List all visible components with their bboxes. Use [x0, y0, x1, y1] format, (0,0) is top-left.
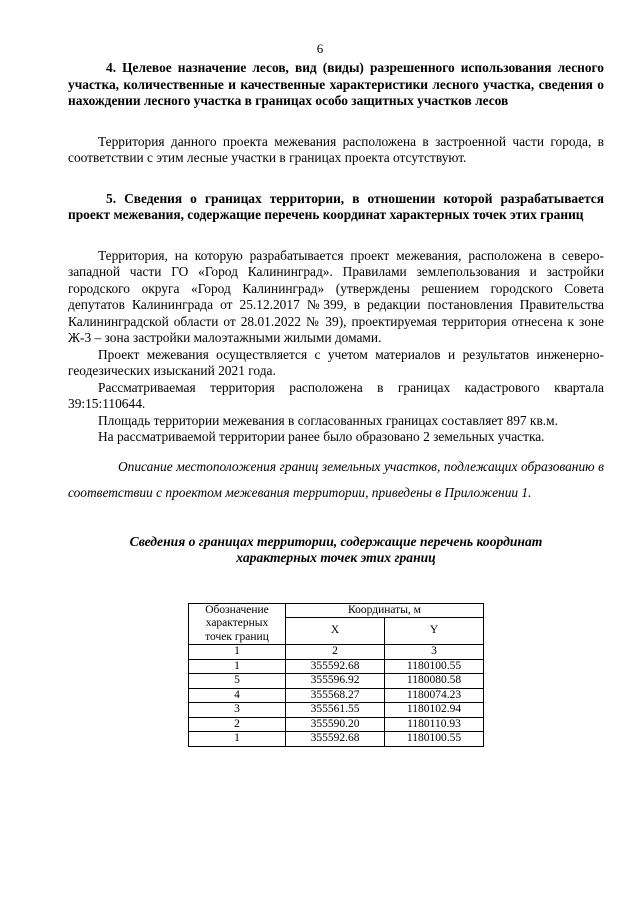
- table-cell: 355568.27: [286, 688, 385, 703]
- table-cell: 1: [189, 732, 286, 747]
- table-row: [189, 688, 484, 703]
- section-5-paragraph: Рассматриваемая территория расположена в границах кадастрового квартала 39:15:110644.: [68, 379, 604, 411]
- table-row: [189, 659, 484, 674]
- table-header-x: X: [286, 618, 385, 645]
- table-cell: 1180110.93: [385, 717, 484, 732]
- table-cell: 1180074.23: [385, 688, 484, 703]
- section-5-paragraph: Проект межевания осуществляется с учетом материалов и результатов инженерно-геодезических изысканий 2021 года.: [68, 346, 604, 378]
- table-header-coords: Координаты, м: [286, 603, 484, 618]
- table-cell: 3: [385, 645, 484, 660]
- section-5-heading: 5. Сведения о границах территории, в отношении которой разрабатывается проект межевания, содержащие перечень координат характерных точек этих границ: [68, 190, 604, 222]
- table-cell: 1180100.55: [385, 659, 484, 674]
- table-cell: 355592.68: [286, 659, 385, 674]
- table-cell: 355592.68: [286, 732, 385, 747]
- table-row: [189, 732, 484, 747]
- table-cell: 5: [189, 674, 286, 689]
- table-cell: 4: [189, 688, 286, 703]
- table-cell: 1: [189, 659, 286, 674]
- section-4-heading: 4. Целевое назначение лесов, вид (виды) разрешенного использования лесного участка, количественные и качественные характеристики лесного участка, сведения о нахождении лесного участка в границах особо защитных участков лесов: [68, 60, 604, 108]
- table-cell: 2: [286, 645, 385, 660]
- coordinates-table: [188, 603, 484, 747]
- table-cell: 3: [189, 703, 286, 718]
- page-content: [68, 60, 604, 747]
- table-cell: 355596.92: [286, 674, 385, 689]
- table-row: [189, 703, 484, 718]
- table-row: [189, 674, 484, 689]
- section-5-paragraph: Площадь территории межевания в согласованных границах составляет 897 кв.м.: [98, 412, 558, 428]
- annex-reference-note: Описание местоположения границ земельных участков, подлежащих образованию в соответствии с проектом межевания территории, приведены в Приложении 1.: [68, 458, 604, 500]
- table-header-point: Обозначение характерных точек границ: [189, 603, 286, 645]
- section-4-text: Территория данного проекта межевания расположена в застроенной части города, в соответствии с этим лесные участки в границах проекта отсутствуют.: [68, 133, 604, 165]
- table-cell: 1180080.58: [385, 674, 484, 689]
- section-5-paragraph: На рассматриваемой территории ранее было образовано 2 земельных участка.: [98, 429, 545, 444]
- page-number: 6: [316, 41, 324, 56]
- table-cell: 1: [189, 645, 286, 660]
- table-title: [68, 534, 604, 567]
- table-title-line: характерных точек этих границ: [236, 550, 436, 565]
- table-row: [189, 717, 484, 732]
- table-index-row: [189, 645, 484, 660]
- table-cell: 1180100.55: [385, 732, 484, 747]
- table-cell: 1180102.94: [385, 703, 484, 718]
- table-header-y: Y: [385, 618, 484, 645]
- table-cell: 2: [189, 717, 286, 732]
- table-cell: 355590.20: [286, 717, 385, 732]
- table-cell: 355561.55: [286, 703, 385, 718]
- table-title-line: Сведения о границах территории, содержащие перечень координат: [129, 533, 543, 549]
- section-5-paragraph: Территория, на которую разрабатывается проект межевания, расположена в северо-западной части ГО «Город Калининград». Правилами землепользования и застройки городского округа «Город Калининград» (утверждены решением городского Совета депутатов Калининграда от 25.12.2017 №399, в редакции постановления Правительства Калининградской области от 28.01.2022 № 39), проектируемая территория отнесена к зоне Ж-3 – зона застройки малоэтажными жилыми домами.: [68, 247, 604, 345]
